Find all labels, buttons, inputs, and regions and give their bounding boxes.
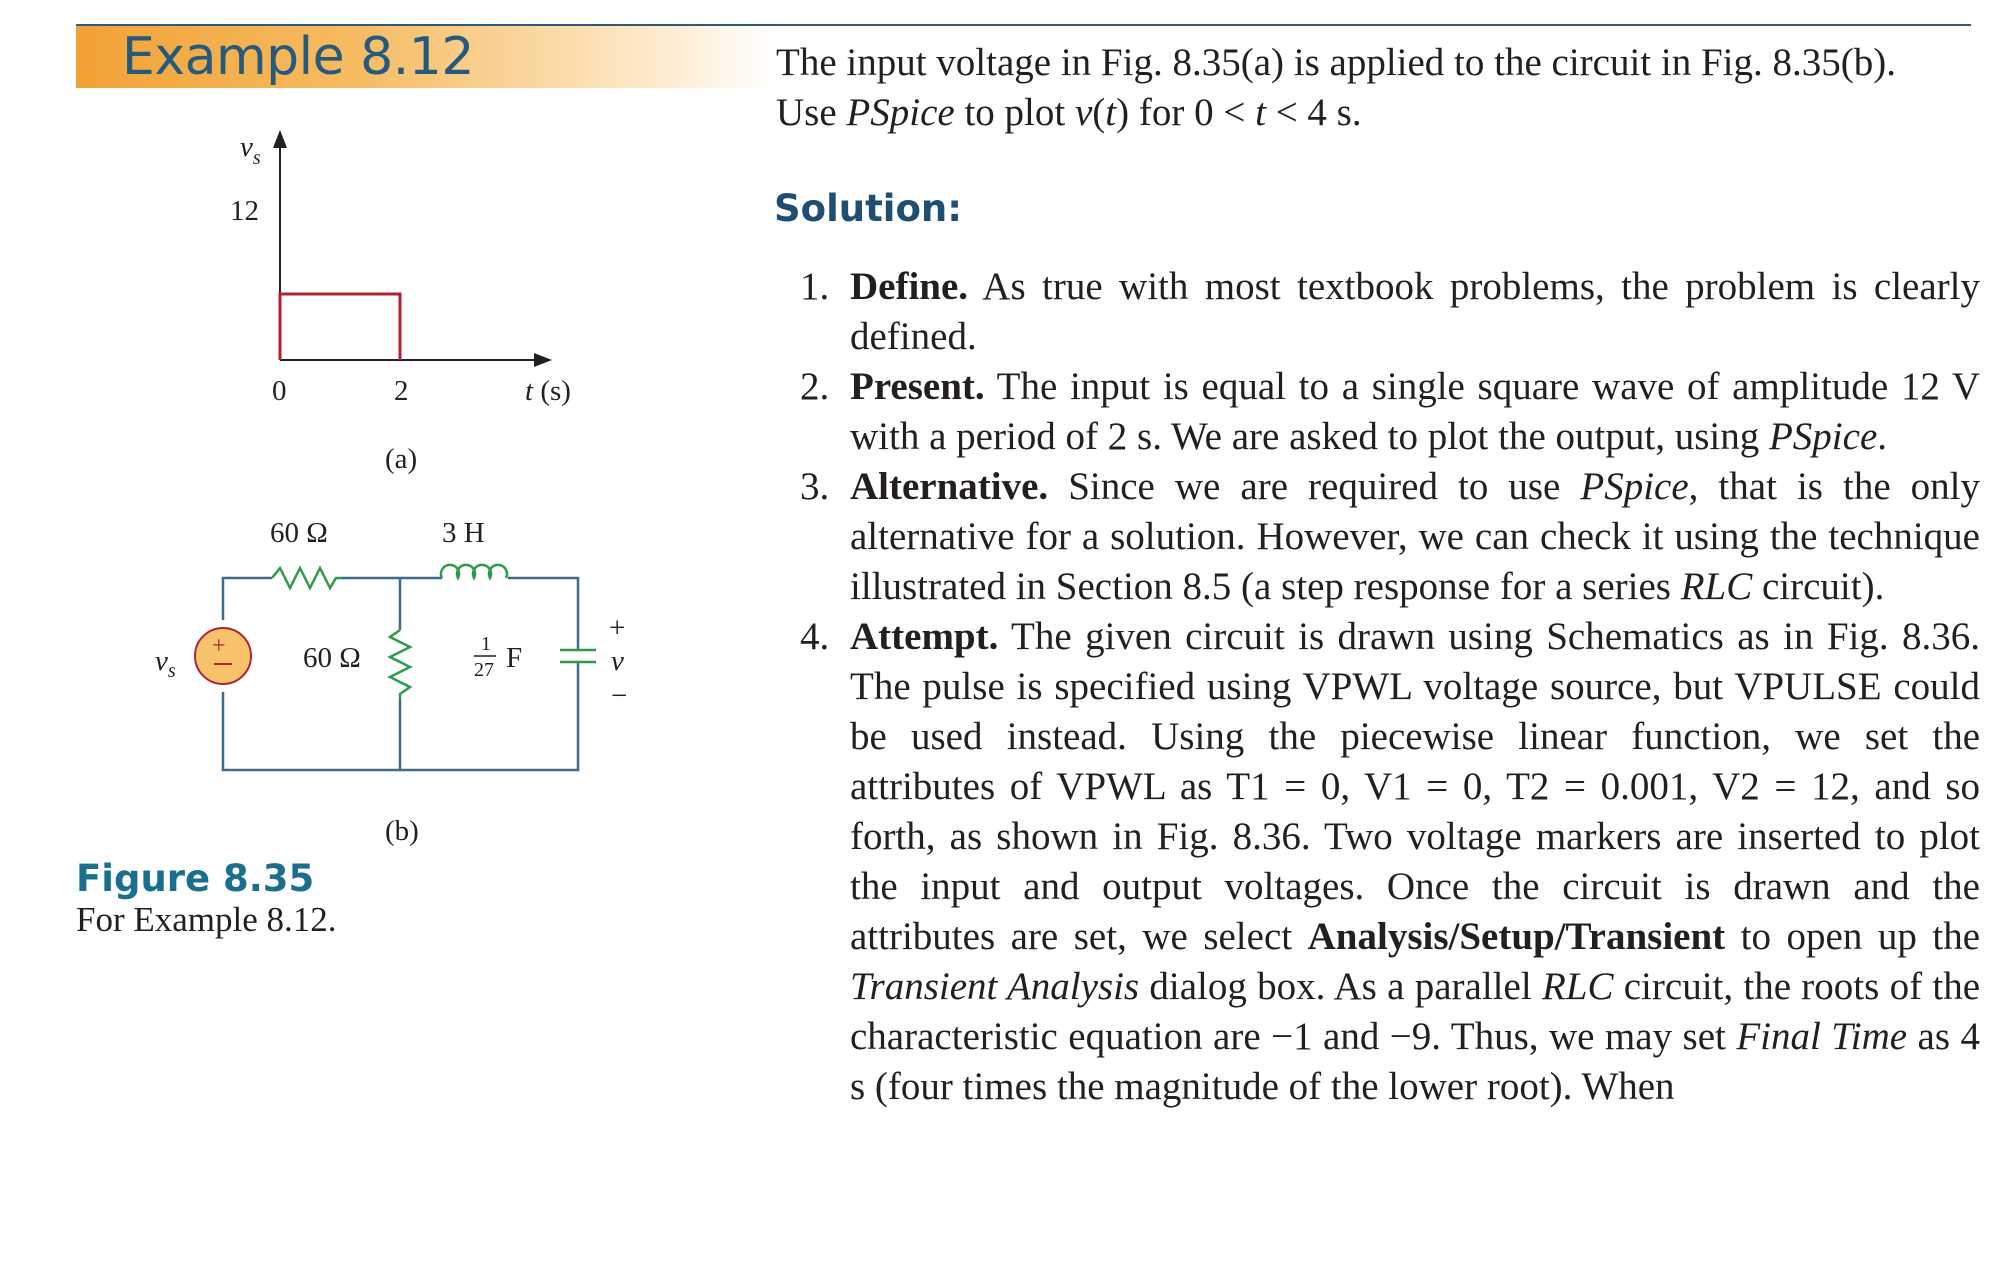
output-v: v bbox=[611, 645, 624, 677]
problem-line-2 bbox=[776, 88, 1976, 138]
solution-heading: Solution: bbox=[774, 187, 963, 230]
step-text: as 4 s (four times the magnitude of the lower root). When bbox=[850, 1015, 1980, 1108]
step-number: 4. bbox=[800, 615, 830, 658]
step-italic: PSpice bbox=[1580, 465, 1689, 508]
cap-denominator: 27 bbox=[474, 659, 494, 681]
problem-text: for 0 < bbox=[1129, 91, 1256, 134]
step-present bbox=[800, 362, 1980, 462]
l1-label: 3 H bbox=[442, 517, 485, 549]
source-plus: + bbox=[212, 633, 226, 659]
problem-statement bbox=[776, 38, 1976, 138]
x-tick-2: 2 bbox=[394, 375, 409, 407]
step-italic: RLC bbox=[1680, 565, 1753, 608]
resistor-r2 bbox=[390, 630, 410, 700]
step-text: As true with most textbook problems, the problem is clearly defined. bbox=[850, 265, 1980, 358]
cap-unit: F bbox=[506, 642, 523, 674]
example-title: Example 8.12 bbox=[122, 27, 474, 87]
step-text: to open up the bbox=[1725, 915, 1981, 958]
problem-text: Use bbox=[776, 91, 847, 134]
solution-steps bbox=[800, 262, 1980, 1112]
x-axis-label: t (s) bbox=[525, 375, 571, 407]
step-define bbox=[800, 262, 1980, 362]
step-body bbox=[850, 262, 1980, 362]
problem-line-1 bbox=[776, 38, 1976, 88]
step-body bbox=[850, 462, 1980, 612]
paren: ( bbox=[1092, 91, 1106, 134]
subfigure-b-label: (b) bbox=[385, 815, 419, 847]
problem-text: < 4 s. bbox=[1265, 91, 1362, 134]
step-italic: RLC bbox=[1541, 965, 1614, 1008]
r1-label: 60 Ω bbox=[270, 517, 328, 549]
pspice-italic: PSpice bbox=[846, 91, 955, 134]
wire-top-right bbox=[508, 578, 578, 650]
y-axis-label: $v_s$ bbox=[240, 131, 261, 169]
step-italic: Transient Analysis bbox=[850, 965, 1140, 1008]
paren: ) bbox=[1116, 91, 1130, 134]
problem-text: to plot bbox=[954, 91, 1075, 134]
step-attempt bbox=[800, 612, 1980, 1112]
resistor-r1 bbox=[272, 568, 342, 588]
x-axis-arrow bbox=[534, 353, 552, 367]
step-body bbox=[850, 612, 1980, 1112]
math-t: t bbox=[1255, 91, 1266, 134]
step-number: 2. bbox=[800, 365, 830, 408]
y-tick-12: 12 bbox=[230, 195, 259, 227]
menu-path-bold: Analysis/Setup/Transient bbox=[1307, 915, 1726, 958]
step-text: dialog box. As a parallel bbox=[1139, 965, 1542, 1008]
math-t: t bbox=[1105, 91, 1117, 134]
step-text: . bbox=[1877, 415, 1888, 458]
step-number: 3. bbox=[800, 465, 830, 508]
step-title: Attempt. bbox=[850, 615, 999, 658]
step-text: Since we are required to use bbox=[1048, 465, 1581, 508]
step-number: 1. bbox=[800, 265, 830, 308]
circuit-wires bbox=[223, 578, 578, 770]
step-text: circuit). bbox=[1752, 565, 1885, 608]
step-italic: PSpice bbox=[1768, 415, 1878, 458]
step-title: Present. bbox=[850, 365, 985, 408]
step-text: , that is the only alternative for a solution. However, we can check it using the technique illustrated in Section 8.5 (a step response for a series bbox=[850, 465, 1980, 608]
cap-numerator: 1 bbox=[481, 633, 491, 655]
inductor-l1 bbox=[441, 565, 507, 578]
step-title: Alternative. bbox=[850, 465, 1049, 508]
step-text: The given circuit is drawn using Schematics as in Fig. 8.36. The pulse is specified using VPWL voltage source, but VPULSE could be used instead. Using the piecewise linear function, we set the attributes of VPWL as T1 = 0, V1 = 0, T2 = 0.001, V2 = 12, and so forth, as shown in Fig. 8.36. Two voltage markers are inserted to plot the input and output voltages. Once the circuit is drawn and the attributes are set, we select bbox=[850, 615, 1980, 958]
output-minus: − bbox=[611, 680, 628, 712]
step-italic: Final Time bbox=[1736, 1015, 1908, 1058]
problem-text: The input voltage in Fig. 8.35(a) is applied to the circuit in Fig. 8.35(b). bbox=[776, 41, 1896, 84]
y-axis-arrow bbox=[273, 130, 287, 148]
output-plus: + bbox=[609, 612, 626, 644]
circuit-figure bbox=[140, 500, 660, 850]
step-text: circuit, the roots of the characteristic equation are −1 and −9. Thus, we may set bbox=[850, 965, 1980, 1058]
waveform-figure bbox=[140, 120, 600, 480]
step-title: Define. bbox=[850, 265, 969, 308]
wire-top-left bbox=[223, 578, 272, 620]
r2-label: 60 Ω bbox=[303, 642, 361, 674]
step-body bbox=[850, 362, 1980, 462]
source-label: $v_s$ bbox=[155, 645, 176, 682]
figure-label: Figure 8.35 bbox=[76, 857, 315, 900]
subfigure-a-label: (a) bbox=[385, 443, 418, 475]
x-tick-0: 0 bbox=[272, 375, 287, 407]
step-text: The input is equal to a single square wave of amplitude 12 V with a period of 2 s. We are asked to plot the output, using bbox=[850, 365, 1980, 458]
math-v: v bbox=[1074, 91, 1093, 134]
waveform-line bbox=[280, 294, 400, 360]
figure-caption: For Example 8.12. bbox=[76, 900, 337, 939]
step-alternative bbox=[800, 462, 1980, 612]
